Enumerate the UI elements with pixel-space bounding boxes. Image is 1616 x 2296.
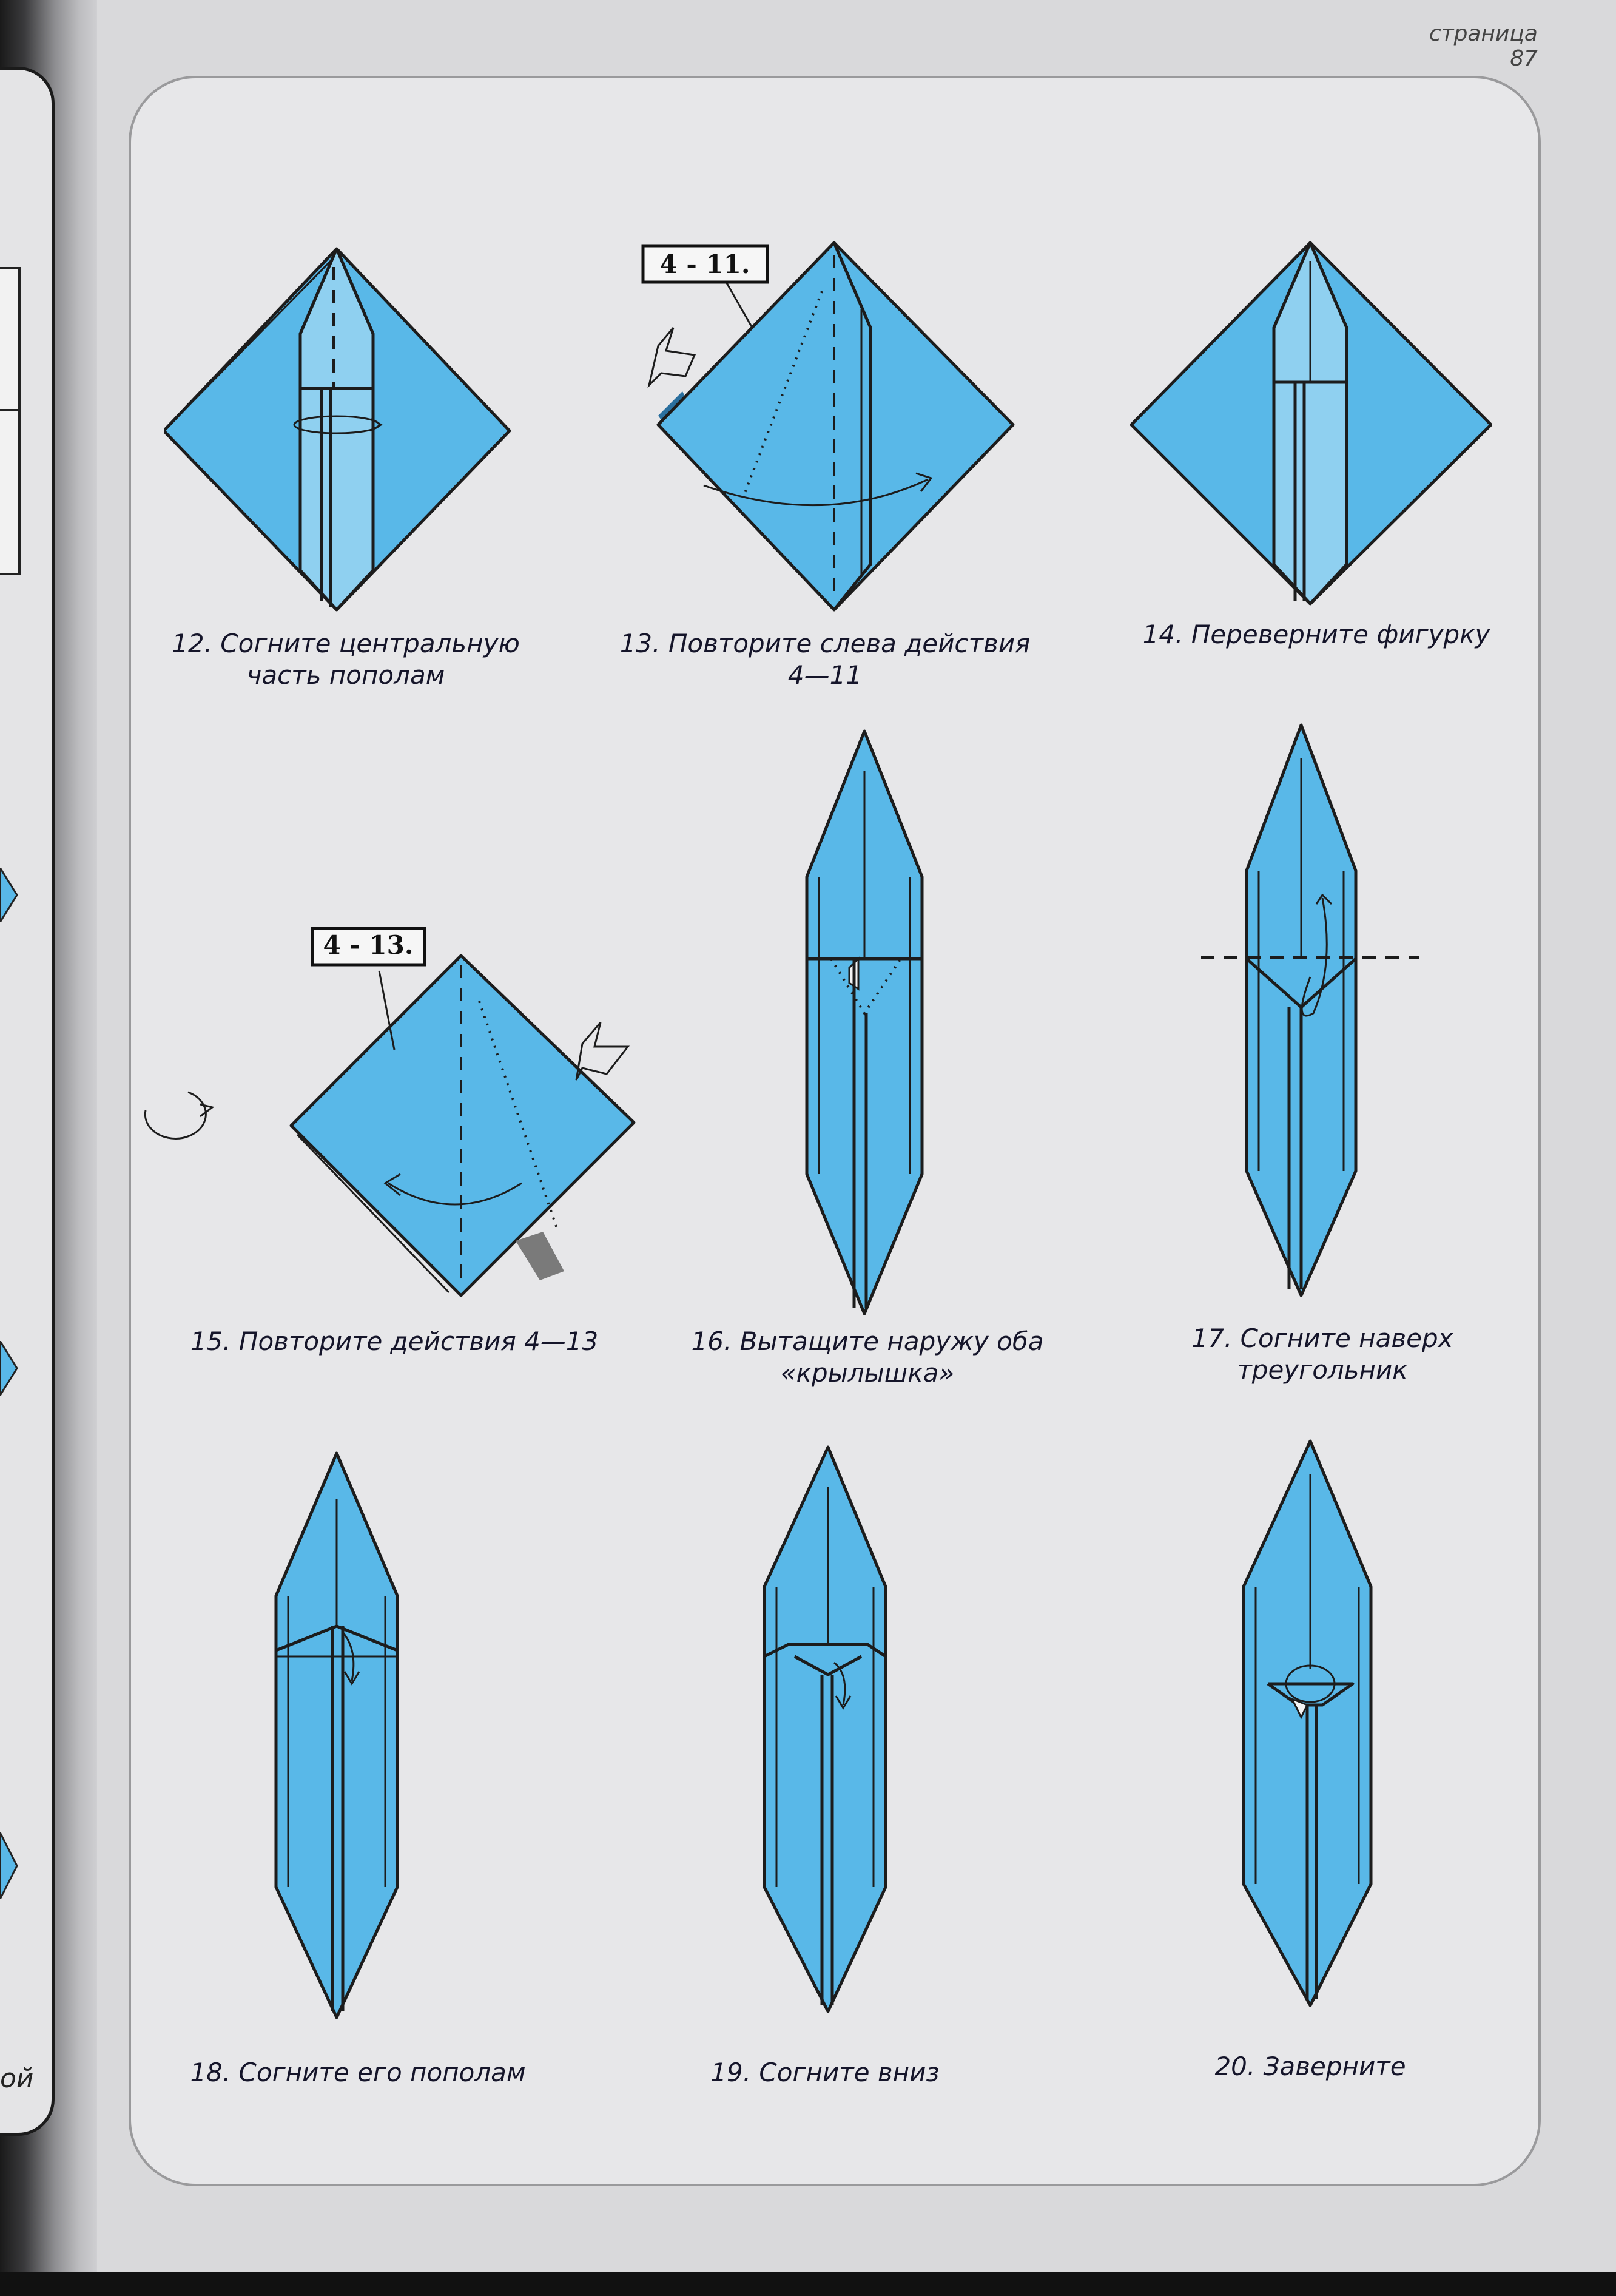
step-14-diagram bbox=[1128, 237, 1492, 613]
step-17-caption bbox=[1104, 1323, 1541, 1386]
step-12-diagram bbox=[164, 243, 516, 619]
step-18-caption bbox=[164, 2057, 552, 2088]
page-number: страница 87 bbox=[1429, 21, 1538, 71]
step-13-diagram bbox=[613, 237, 1037, 619]
previous-page-table-fragment bbox=[0, 267, 21, 575]
step-12-caption bbox=[152, 628, 540, 691]
step-15-caption-line1: 15. Повторите действия 4—13 bbox=[190, 1326, 599, 1356]
previous-page-diagram-fragment bbox=[0, 1832, 18, 1899]
step-19-caption bbox=[655, 2057, 995, 2088]
previous-page-diagram-fragment bbox=[0, 868, 18, 922]
step-15-caption bbox=[182, 1326, 607, 1357]
step-17-caption-line1: 17. Согните наверх треугольник bbox=[1191, 1323, 1453, 1385]
step-13-caption-line1: 13. Повторите слева действия bbox=[619, 629, 1031, 658]
step-12-caption-line1: 12. Согните центральную bbox=[172, 629, 520, 658]
step-13-caption-line2: 4—11 bbox=[787, 660, 863, 690]
svg-text:4 - 11.: 4 - 11. bbox=[659, 249, 750, 279]
step-20-caption-line1: 20. Заверните bbox=[1214, 2051, 1406, 2081]
step-16-diagram bbox=[789, 728, 940, 1317]
step-13-caption bbox=[607, 628, 1043, 691]
step-13-reference-box bbox=[643, 246, 767, 282]
scan-bottom-edge bbox=[0, 2272, 1616, 2296]
step-16-caption-line1: 16. Вытащите наружу оба bbox=[691, 1326, 1044, 1356]
step-14-caption-line1: 14. Переверните фигурку bbox=[1142, 620, 1490, 649]
step-17-diagram bbox=[1195, 722, 1426, 1298]
step-19-caption-line1: 19. Согните вниз bbox=[710, 2058, 940, 2087]
svg-text:4 - 13.: 4 - 13. bbox=[323, 930, 414, 960]
step-19-diagram bbox=[752, 1444, 904, 2014]
step-15-diagram bbox=[140, 916, 673, 1305]
previous-page-text-fragment: ой bbox=[0, 2063, 34, 2094]
step-14-caption bbox=[1128, 619, 1504, 650]
step-16-caption-line2: «крылышка» bbox=[780, 1358, 955, 1388]
previous-page-diagram-fragment bbox=[0, 1341, 18, 1396]
step-16-caption bbox=[679, 1326, 1055, 1389]
step-12-caption-line2: часть пополам bbox=[246, 660, 445, 690]
step-18-caption-line1: 18. Согните его пополам bbox=[190, 2058, 526, 2087]
step-20-diagram bbox=[1231, 1438, 1389, 2008]
step-18-diagram bbox=[267, 1450, 412, 2021]
step-20-caption bbox=[1140, 2051, 1480, 2082]
step-15-reference-box bbox=[312, 928, 425, 965]
